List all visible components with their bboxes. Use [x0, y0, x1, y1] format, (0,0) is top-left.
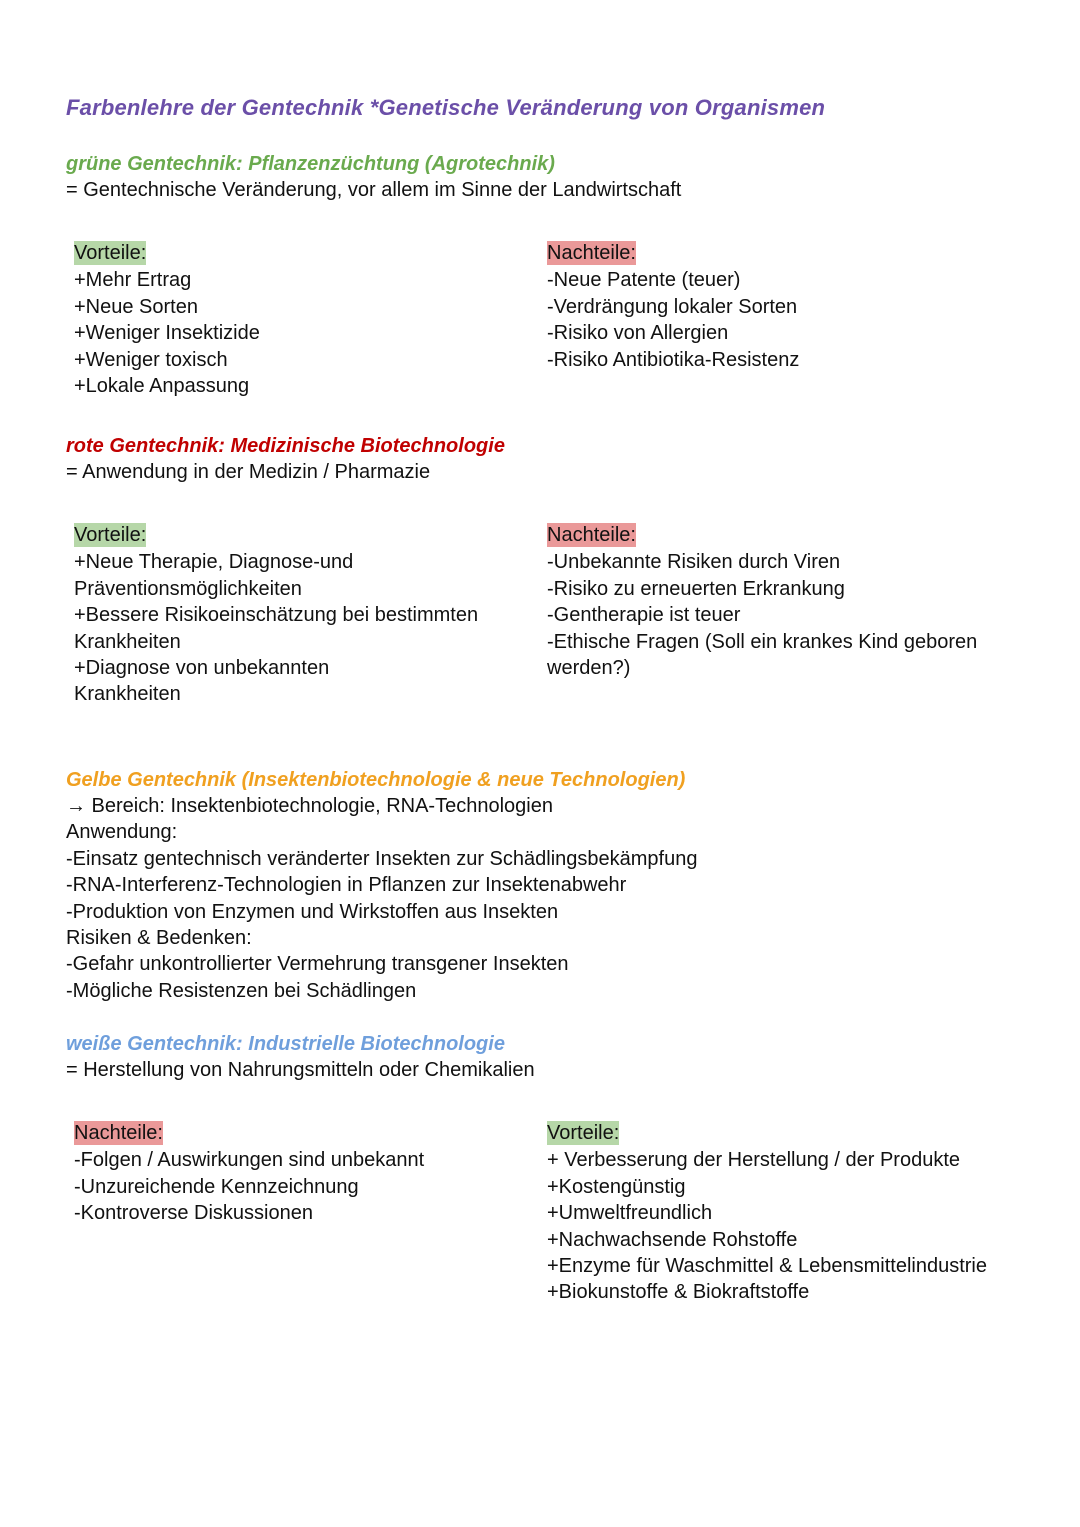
disadvantages-label: Nachteile: [74, 1122, 163, 1144]
list-item: +Lokale Anpassung [74, 375, 250, 398]
advantages-label: Vorteile: [74, 524, 147, 546]
advantages-list [74, 549, 494, 707]
advantages-column-green [74, 241, 514, 399]
list-item: +Neue Sorten [74, 295, 198, 318]
advantages-list [74, 267, 514, 399]
section-definition-red: = Anwendung in der Medizin / Pharmazie [66, 461, 431, 483]
text-line: Anwendung: [66, 821, 178, 844]
disadvantages-label: Nachteile: [547, 242, 636, 264]
advantages-label: Vorteile: [74, 242, 147, 264]
text-line: -Einsatz gentechnisch veränderter Insekten zur Schädlingsbekämpfung [66, 847, 698, 870]
section-heading-green: grüne Gentechnik: Pflanzenzüchtung (Agrotechnik) [66, 153, 555, 175]
list-item: -Ethische Fragen (Soll ein krankes Kind geboren werden?) [547, 630, 978, 680]
advantages-label: Vorteile: [547, 1122, 620, 1144]
advantages-column-white [547, 1121, 1007, 1306]
list-item: -Verdrängung lokaler Sorten [547, 295, 798, 318]
list-item: -Risiko zu erneuerten Erkrankung [547, 577, 845, 600]
section-white [66, 1031, 1016, 1304]
list-item: +Biokunstoffe & Biokraftstoffe [547, 1281, 810, 1304]
disadvantages-column-green [547, 241, 1007, 373]
text-line: -Produktion von Enzymen und Wirkstoffen aus Insekten [66, 900, 559, 923]
list-item: +Umweltfreundlich [547, 1202, 713, 1225]
list-item: +Diagnose von unbekannten Krankheiten [74, 657, 330, 706]
disadvantages-label: Nachteile: [547, 524, 636, 546]
section-heading-yellow: Gelbe Gentechnik (Insektenbiotechnologie & neue Technologien) [66, 769, 686, 791]
list-item: +Kostengünstig [547, 1175, 686, 1198]
list-item: +Neue Therapie, Diagnose-und Präventionsmöglichkeiten [74, 551, 354, 600]
disadvantages-list [547, 549, 992, 681]
list-item: +Nachwachsende Rohstoffe [547, 1228, 798, 1251]
list-item: +Mehr Ertrag [74, 269, 192, 292]
section-red [66, 433, 1016, 706]
disadvantages-column-red [547, 523, 992, 681]
list-item: -Risiko von Allergien [547, 322, 729, 345]
list-item: +Weniger toxisch [74, 348, 228, 371]
list-item: -Unzureichende Kennzeichnung [74, 1175, 359, 1198]
disadvantages-list [547, 267, 1007, 373]
list-item: -Kontroverse Diskussionen [74, 1202, 313, 1225]
text-line: → Bereich: Insektenbiotechnologie, RNA-Technologien [66, 795, 553, 817]
text-line: -RNA-Interferenz-Technologien in Pflanzen zur Insektenabwehr [66, 874, 627, 897]
section-green [66, 151, 1016, 398]
list-item: -Risiko Antibiotika-Resistenz [547, 348, 800, 371]
section-definition-green: = Gentechnische Veränderung, vor allem im Sinne der Landwirtschaft [66, 179, 682, 201]
disadvantages-column-white [74, 1121, 514, 1227]
text-line: -Gefahr unkontrollierter Vermehrung transgener Insekten [66, 953, 569, 976]
section-heading-white: weiße Gentechnik: Industrielle Biotechnologie [66, 1033, 505, 1055]
section-heading-red: rote Gentechnik: Medizinische Biotechnologie [66, 435, 505, 457]
list-item: -Unbekannte Risiken durch Viren [547, 551, 841, 574]
text-line: -Mögliche Resistenzen bei Schädlingen [66, 979, 417, 1002]
section-yellow [66, 767, 1016, 1004]
list-item: +Enzyme für Waschmittel & Lebensmittelindustrie [547, 1255, 987, 1278]
text-line: Risiken & Bedenken: [66, 927, 252, 950]
list-item: +Weniger Insektizide [74, 322, 260, 345]
list-item: + Verbesserung der Herstellung / der Produkte [547, 1149, 961, 1172]
disadvantages-list [74, 1147, 514, 1226]
list-item: +Bessere Risikoeinschätzung bei bestimmten Krankheiten [74, 604, 479, 653]
list-item: -Neue Patente (teuer) [547, 269, 741, 292]
advantages-column-red [74, 523, 494, 708]
list-item: -Folgen / Auswirkungen sind unbekannt [74, 1149, 425, 1172]
section-definition-white: = Herstellung von Nahrungsmitteln oder Chemikalien [66, 1059, 535, 1081]
page-title: Farbenlehre der Gentechnik *Genetische Veränderung von Organismen [66, 95, 826, 120]
list-item: -Gentherapie ist teuer [547, 604, 741, 627]
advantages-list [547, 1147, 1007, 1305]
